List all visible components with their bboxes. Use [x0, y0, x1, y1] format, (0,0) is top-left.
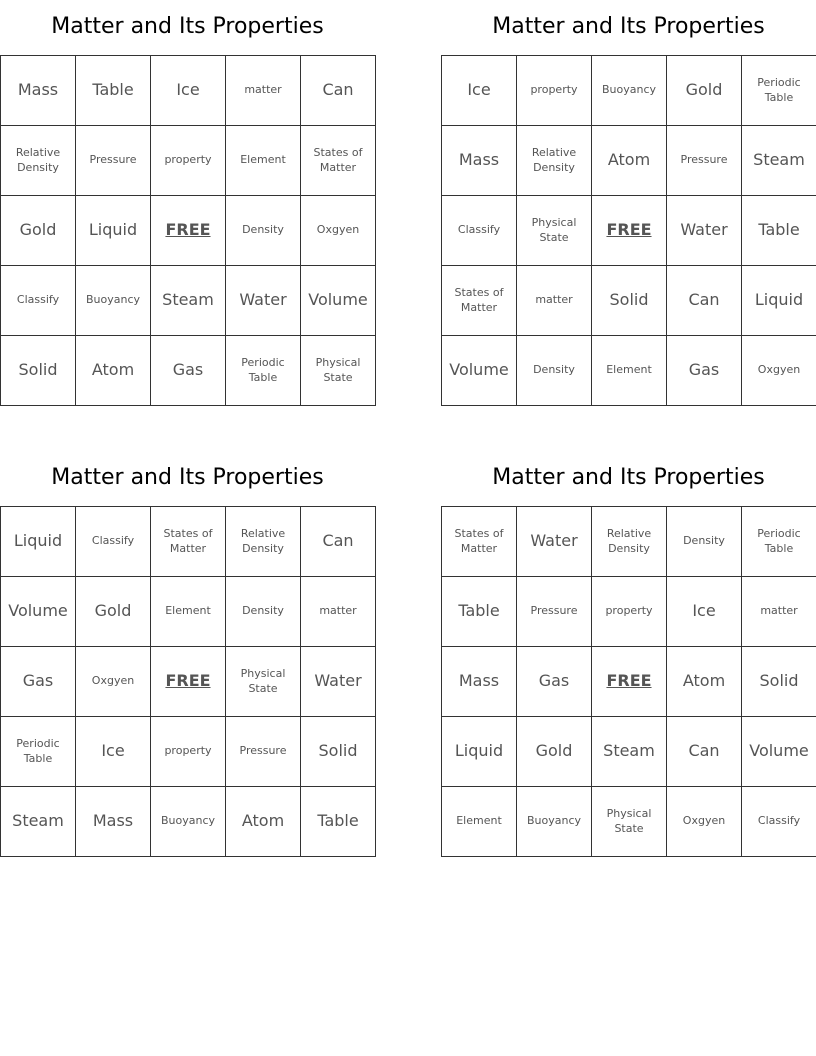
bingo-cell: Volume: [742, 717, 816, 787]
card-title: Matter and Its Properties: [51, 465, 324, 490]
bingo-cell: Table: [442, 577, 517, 647]
bingo-cell: property: [151, 717, 226, 787]
bingo-cell: Gold: [1, 196, 76, 266]
free-space-cell: FREE: [151, 647, 226, 717]
bingo-cell: Buoyancy: [517, 787, 592, 857]
bingo-cell: Pressure: [226, 717, 301, 787]
bingo-cell: Volume: [1, 577, 76, 647]
bingo-cell: matter: [301, 577, 376, 647]
bingo-cell: Element: [592, 336, 667, 406]
bingo-cell: Periodic Table: [226, 336, 301, 406]
bingo-cell: Density: [226, 196, 301, 266]
card-title: Matter and Its Properties: [492, 465, 765, 490]
bingo-cell: Oxgyen: [76, 647, 151, 717]
bingo-cell: Liquid: [76, 196, 151, 266]
bingo-cell: Oxgyen: [301, 196, 376, 266]
card-title: Matter and Its Properties: [51, 14, 324, 39]
bingo-cell: Periodic Table: [742, 56, 816, 126]
bingo-cell: Physical State: [517, 196, 592, 266]
bingo-grid: [0, 506, 376, 857]
bingo-cell: Mass: [442, 126, 517, 196]
bingo-cell: Liquid: [742, 266, 816, 336]
bingo-cell: Table: [76, 56, 151, 126]
bingo-cell: Element: [442, 787, 517, 857]
bingo-cell: Gas: [667, 336, 742, 406]
bingo-cell: Ice: [151, 56, 226, 126]
bingo-cell: Ice: [76, 717, 151, 787]
bingo-cell: Gold: [76, 577, 151, 647]
bingo-row: [442, 196, 816, 266]
bingo-cell: States of Matter: [442, 507, 517, 577]
bingo-cell: matter: [742, 577, 816, 647]
bingo-cell: Density: [226, 577, 301, 647]
free-space-cell: FREE: [151, 196, 226, 266]
bingo-row: [1, 717, 376, 787]
bingo-cell: Buoyancy: [76, 266, 151, 336]
bingo-cell: Steam: [1, 787, 76, 857]
bingo-cell: Steam: [742, 126, 816, 196]
bingo-row: [1, 126, 376, 196]
bingo-cell: Pressure: [76, 126, 151, 196]
bingo-cell: matter: [226, 56, 301, 126]
bingo-cell: Classify: [442, 196, 517, 266]
bingo-row: [1, 647, 376, 717]
bingo-cell: Steam: [151, 266, 226, 336]
bingo-cell: property: [151, 126, 226, 196]
bingo-row: [442, 717, 816, 787]
bingo-cell: Classify: [742, 787, 816, 857]
bingo-cell: Ice: [442, 56, 517, 126]
bingo-cell: Liquid: [442, 717, 517, 787]
free-space-cell: FREE: [592, 647, 667, 717]
bingo-cell: Water: [667, 196, 742, 266]
bingo-row: [442, 126, 816, 196]
bingo-cell: Gas: [1, 647, 76, 717]
bingo-cell: Element: [151, 577, 226, 647]
bingo-cell: Can: [667, 266, 742, 336]
bingo-cell: Mass: [1, 56, 76, 126]
bingo-row: [1, 787, 376, 857]
bingo-cell: Table: [742, 196, 816, 266]
bingo-cell: Element: [226, 126, 301, 196]
bingo-cell: Solid: [1, 336, 76, 406]
bingo-cell: Solid: [742, 647, 816, 717]
bingo-cell: Gold: [517, 717, 592, 787]
bingo-cell: Pressure: [517, 577, 592, 647]
bingo-cell: Atom: [76, 336, 151, 406]
bingo-cell: Mass: [442, 647, 517, 717]
bingo-cell: Ice: [667, 577, 742, 647]
bingo-cell: Oxgyen: [667, 787, 742, 857]
bingo-cell: matter: [517, 266, 592, 336]
bingo-cell: States of Matter: [301, 126, 376, 196]
bingo-cell: Physical State: [301, 336, 376, 406]
card-title: Matter and Its Properties: [492, 14, 765, 39]
bingo-cell: Relative Density: [517, 126, 592, 196]
bingo-row: [442, 507, 816, 577]
bingo-cell: Water: [226, 266, 301, 336]
bingo-row: [442, 266, 816, 336]
bingo-cell: Gas: [151, 336, 226, 406]
bingo-cell: Classify: [76, 507, 151, 577]
bingo-cell: Water: [301, 647, 376, 717]
bingo-cell: Water: [517, 507, 592, 577]
bingo-cell: property: [517, 56, 592, 126]
bingo-cell: Periodic Table: [1, 717, 76, 787]
bingo-row: [442, 787, 816, 857]
bingo-cell: property: [592, 577, 667, 647]
bingo-cell: Volume: [301, 266, 376, 336]
bingo-cell: Volume: [442, 336, 517, 406]
bingo-cell: Mass: [76, 787, 151, 857]
bingo-cell: Density: [517, 336, 592, 406]
bingo-row: [442, 647, 816, 717]
bingo-row: [1, 266, 376, 336]
bingo-cell: Relative Density: [226, 507, 301, 577]
bingo-cell: Can: [667, 717, 742, 787]
bingo-cell: Steam: [592, 717, 667, 787]
bingo-cell: Gas: [517, 647, 592, 717]
bingo-grid: [0, 55, 376, 406]
bingo-cell: Liquid: [1, 507, 76, 577]
bingo-cell: Pressure: [667, 126, 742, 196]
bingo-row: [1, 196, 376, 266]
bingo-cell: States of Matter: [151, 507, 226, 577]
bingo-row: [442, 577, 816, 647]
bingo-cell: Physical State: [592, 787, 667, 857]
bingo-row: [442, 336, 816, 406]
bingo-cell: Oxgyen: [742, 336, 816, 406]
bingo-grid: [441, 55, 816, 406]
bingo-row: [1, 336, 376, 406]
bingo-cell: Physical State: [226, 647, 301, 717]
bingo-cell: Relative Density: [1, 126, 76, 196]
bingo-cell: Periodic Table: [742, 507, 816, 577]
bingo-cell: Can: [301, 507, 376, 577]
bingo-row: [1, 56, 376, 126]
bingo-row: [442, 56, 816, 126]
bingo-cell: Can: [301, 56, 376, 126]
bingo-row: [1, 507, 376, 577]
bingo-cell: Solid: [301, 717, 376, 787]
bingo-cell: Atom: [667, 647, 742, 717]
bingo-cell: Table: [301, 787, 376, 857]
bingo-cell: Relative Density: [592, 507, 667, 577]
bingo-cell: Solid: [592, 266, 667, 336]
bingo-cell: Buoyancy: [592, 56, 667, 126]
bingo-cell: Atom: [592, 126, 667, 196]
bingo-cell: Atom: [226, 787, 301, 857]
free-space-cell: FREE: [592, 196, 667, 266]
bingo-cell: Gold: [667, 56, 742, 126]
bingo-cell: States of Matter: [442, 266, 517, 336]
bingo-row: [1, 577, 376, 647]
bingo-cell: Density: [667, 507, 742, 577]
bingo-cell: Buoyancy: [151, 787, 226, 857]
bingo-cell: Classify: [1, 266, 76, 336]
bingo-grid: [441, 506, 816, 857]
